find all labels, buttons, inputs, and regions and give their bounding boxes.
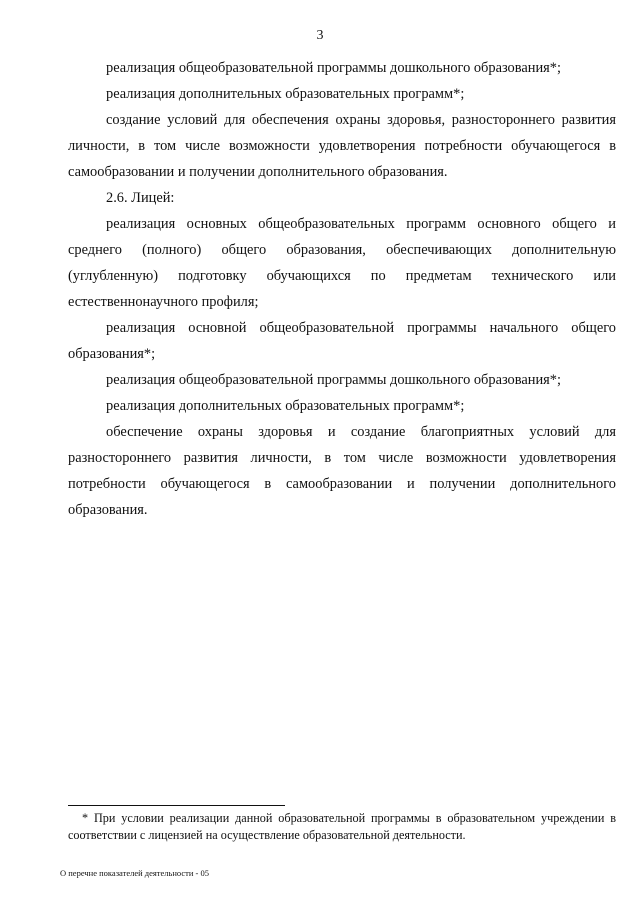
paragraph-additional-programs: реализация дополнительных образовательных программ*; [106,86,465,102]
document-footer: О перечне показателей деятельности - 05 [60,868,210,878]
paragraph-health-lyceum: обеспечение охраны здоровья и создание благоприятных условий для разностороннего развития личности, в том числе возможности удовлетворения потребности обучающегося в самообразовании и получении дополнительного образования. [68,424,616,518]
page-number: 3 [316,28,324,43]
paragraph-preschool-program: реализация общеобразовательной программы дошкольного образования*; [106,60,561,76]
paragraph-health-conditions: создание условий для обеспечения охраны здоровья, разностороннего развития личности, в том числе возможности удовлетворения потребности обучающегося в самообразовании и получении дополнительного образования. [68,112,616,180]
paragraph-additional-programs-lyceum: реализация дополнительных образовательных программ*; [106,398,465,414]
footnote-divider [68,805,285,806]
paragraph-main-programs: реализация основных общеобразовательных программ основного общего и среднего (полного) общего образования, обеспечивающих дополнительную (углубленную) подготовку обучающихся по предметам технического или естественнонаучного профиля; [68,216,616,310]
paragraph-primary-program: реализация основной общеобразовательной программы начального общего образования*; [68,320,616,362]
paragraph-preschool-program-lyceum: реализация общеобразовательной программы дошкольного образования*; [106,372,561,388]
footnote: * При условии реализации данной образовательной программы в образовательном учреждении в соответствии с лицензией на осуществление образовательной деятельности. [68,811,616,842]
document-body [68,55,616,523]
section-heading-lyceum: 2.6. Лицей: [106,190,175,206]
